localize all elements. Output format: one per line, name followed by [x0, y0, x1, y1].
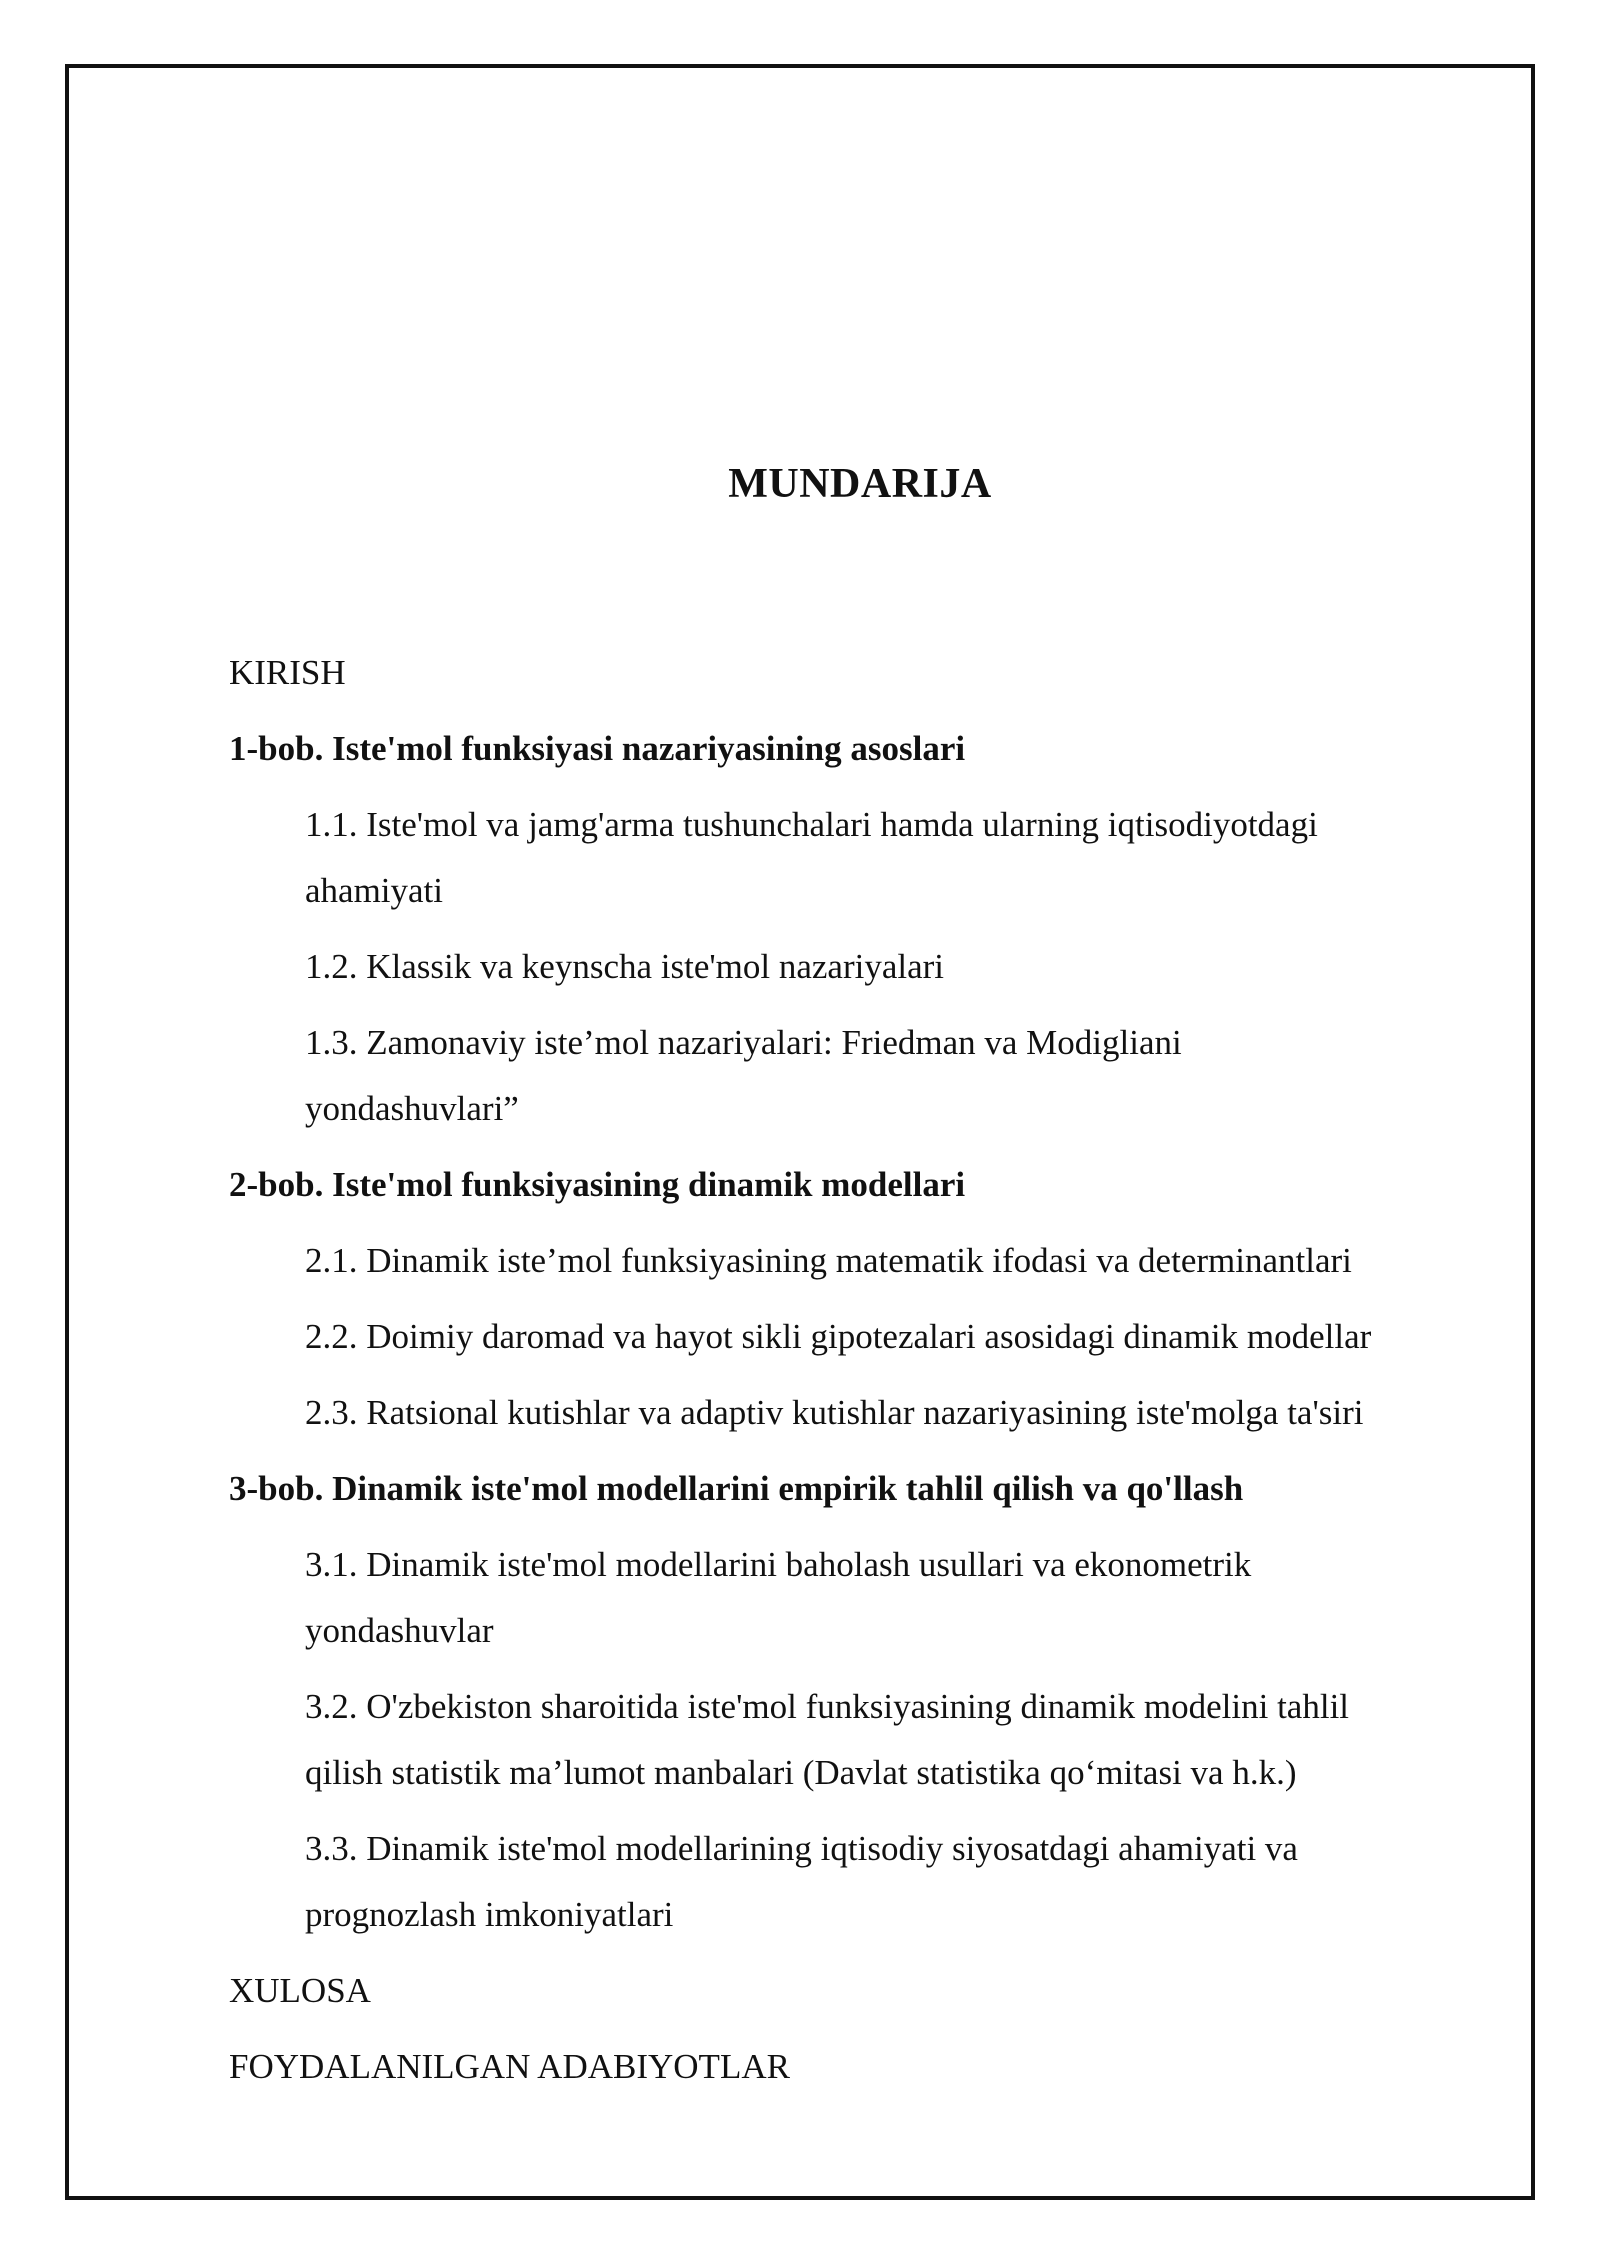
- toc-section-3-2-line-1: 3.2. O'zbekiston sharoitida iste'mol funksiyasining dinamik modelini tahlil: [305, 1687, 1350, 1726]
- table-of-contents: [229, 640, 1469, 2100]
- toc-section-1-1: [229, 792, 1469, 924]
- toc-section-1-1-line-2: ahamiyati: [305, 871, 444, 910]
- toc-section-3-3: [229, 1816, 1469, 1948]
- toc-section-1-3: [229, 1010, 1469, 1142]
- toc-chapter-1: 1-bob. Iste'mol funksiyasi nazariyasining asoslari: [229, 729, 966, 768]
- toc-chapter-2: 2-bob. Iste'mol funksiyasining dinamik modellari: [229, 1165, 966, 1204]
- toc-section-1-3-line-1: 1.3. Zamonaviy iste’mol nazariyalari: Friedman va Modigliani: [305, 1023, 1182, 1062]
- toc-section-2-1: [229, 1228, 1469, 1294]
- toc-intro: KIRISH: [229, 653, 346, 692]
- toc-section-1-2: [229, 934, 1469, 1000]
- toc-references: FOYDALANILGAN ADABIYOTLAR: [229, 2047, 790, 2086]
- toc-section-1-1-line-1: 1.1. Iste'mol va jamg'arma tushunchalari hamda ularning iqtisodiyotdagi: [305, 805, 1318, 844]
- toc-section-2-2-line-1: 2.2. Doimiy daromad va hayot sikli gipotezalari asosidagi dinamik modellar: [305, 1317, 1372, 1356]
- toc-section-3-1: [229, 1532, 1469, 1664]
- toc-section-2-3: [229, 1380, 1469, 1446]
- toc-section-3-1-line-1: 3.1. Dinamik iste'mol modellarini baholash usullari va ekonometrik: [305, 1545, 1252, 1584]
- toc-chapter-3: 3-bob. Dinamik iste'mol modellarini empirik tahlil qilish va qo'llash: [229, 1469, 1244, 1508]
- toc-section-3-2-line-2: qilish statistik ma’lumot manbalari (Davlat statistika qo‘mitasi va h.k.): [305, 1753, 1297, 1792]
- toc-section-3-3-line-2: prognozlash imkoniyatlari: [305, 1895, 674, 1934]
- toc-section-1-3-line-2: yondashuvlari”: [305, 1089, 519, 1128]
- page-title: MUNDARIJA: [728, 461, 992, 507]
- toc-section-1-2-line-1: 1.2. Klassik va keynscha iste'mol nazariyalari: [305, 947, 945, 986]
- toc-section-3-3-line-1: 3.3. Dinamik iste'mol modellarining iqtisodiy siyosatdagi ahamiyati va: [305, 1829, 1298, 1868]
- toc-section-2-1-line-1: 2.1. Dinamik iste’mol funksiyasining matematik ifodasi va determinantlari: [305, 1241, 1352, 1280]
- toc-conclusion: XULOSA: [229, 1971, 371, 2010]
- toc-section-3-1-line-2: yondashuvlar: [305, 1611, 494, 1650]
- toc-section-2-2: [229, 1304, 1469, 1370]
- toc-section-2-3-line-1: 2.3. Ratsional kutishlar va adaptiv kutishlar nazariyasining iste'molga ta'siri: [305, 1393, 1364, 1432]
- toc-section-3-2: [229, 1674, 1469, 1806]
